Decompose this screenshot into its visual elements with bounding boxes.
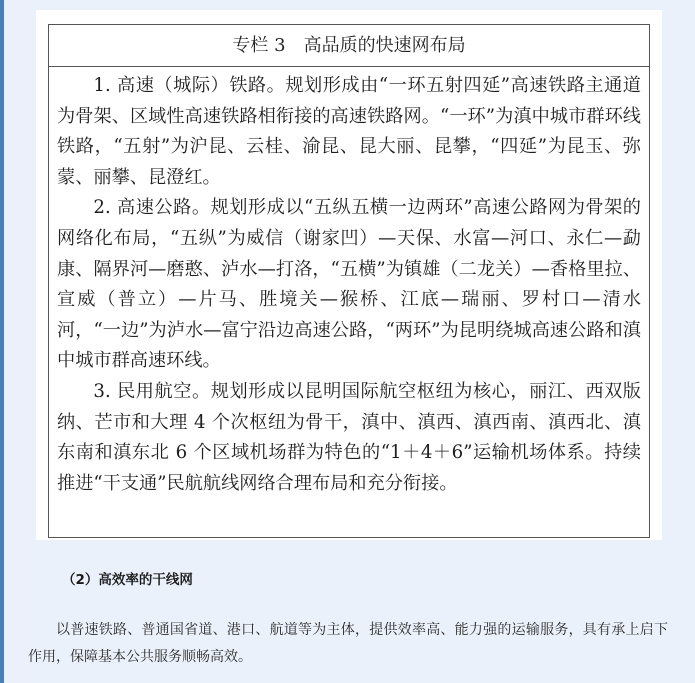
column-box	[48, 24, 650, 538]
column-body	[49, 67, 649, 499]
column-paragraph-highway: 2. 高速公路。规划形成以“五纵五横一边两环”高速公路网为骨架的网络化布局，“五纵”为威信（谢家凹）—天保、水富—河口、永仁—勐康、隔界河—磨憨、泸水—打洛，“五横”为镇雄（二龙关）—香格里拉、宣威（普立）—片马、胜境关—猴桥、江底—瑞丽、罗村口—清水河，“一边”为泸水—富宁沿边高速公路，“两环”为昆明绕城高速公路和滇中城市群高速环线。	[57, 197, 641, 372]
section-heading: （2）高效率的干线网	[62, 572, 193, 588]
column-title-text: 高品质的快速网布局	[303, 35, 466, 56]
column-title-number: 专栏 3	[232, 35, 286, 56]
left-accent-rule	[0, 0, 4, 683]
column-panel	[36, 10, 662, 540]
column-paragraph-rail: 1. 高速（城际）铁路。规划形成由“一环五射四延”高速铁路主通道为骨架、区域性高速铁路相衔接的高速铁路网。“一环”为滇中城市群环线铁路，“五射”为沪昆、云桂、渝昆、昆大丽、昆攀，“四延”为昆玉、弥蒙、丽攀、昆澄红。	[57, 75, 641, 188]
section-body: 以普速铁路、普通国省道、港口、航道等为主体，提供效率高、能力强的运输服务，具有承上启下作用，保障基本公共服务顺畅高效。	[28, 622, 668, 665]
column-paragraph-aviation: 3. 民用航空。规划形成以昆明国际航空枢纽为核心，丽江、西双版纳、芒市和大理 4 个次枢纽为骨干，滇中、滇西、滇西南、滇西北、滇东南和滇东北 6 个区域机场群为特色的“1＋4＋6”运输机场体系。持续推进“干支通”民航航线网络合理布局和充分衔接。	[57, 380, 641, 494]
column-title	[49, 25, 649, 67]
